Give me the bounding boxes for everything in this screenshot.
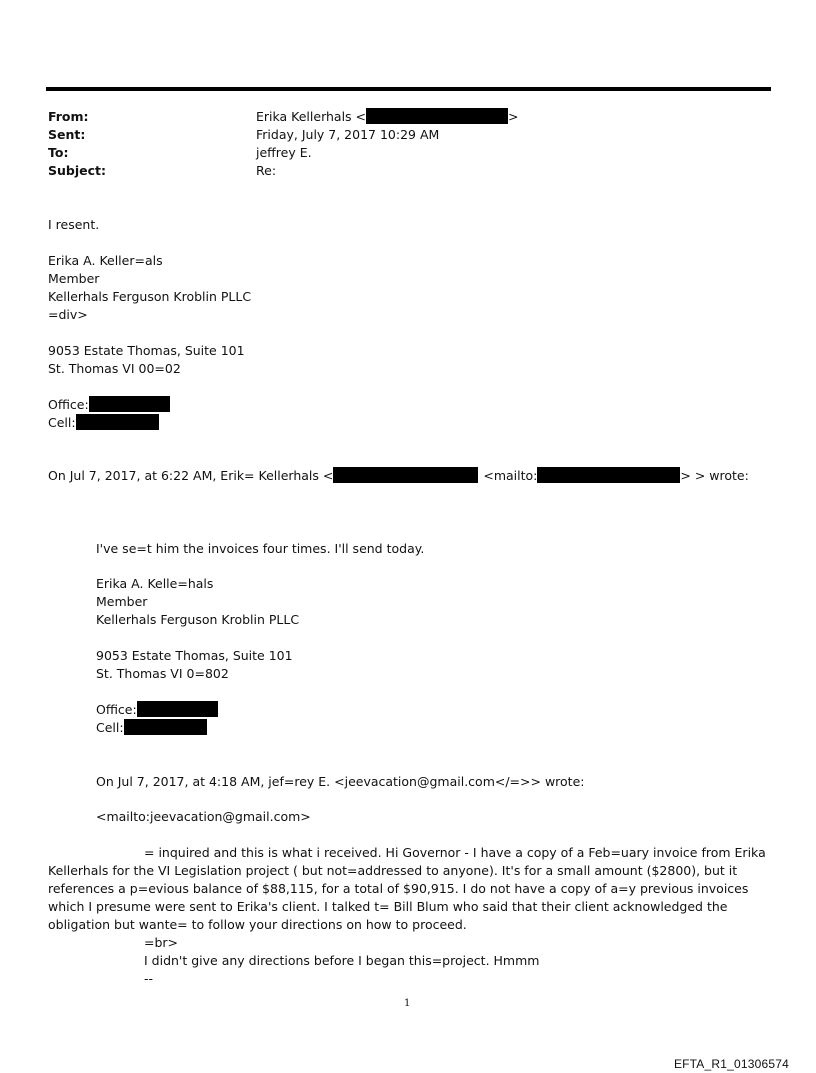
signature-name: Erika A. Keller=als [48, 253, 163, 268]
from-label: From: [48, 109, 89, 124]
document-id-footer: EFTA_R1_01306574 [673, 1057, 789, 1071]
signature-title: Member [48, 271, 100, 286]
quoted-signature-title: Member [96, 594, 148, 609]
redaction-bar [137, 701, 218, 717]
sent-label: Sent: [48, 127, 86, 142]
subject-label: Subject: [48, 163, 106, 178]
redaction-bar [333, 467, 478, 483]
signature-address-line2: St. Thomas VI 00=02 [48, 361, 181, 376]
to-label: To: [48, 145, 69, 160]
signature-firm: Kellerhals Ferguson Kroblin PLLC [48, 289, 252, 304]
subject-value: Re: [256, 163, 277, 178]
cell-label: Cell: [48, 415, 76, 430]
redaction-bar [76, 414, 159, 430]
from-value [256, 108, 518, 126]
redaction-bar [366, 108, 508, 124]
quoted-signature-firm: Kellerhals Ferguson Kroblin PLLC [96, 612, 300, 627]
quote-intro [48, 467, 749, 485]
quoted-signature-address-line1: 9053 Estate Thomas, Suite 101 [96, 648, 293, 663]
from-close: > [508, 109, 519, 124]
sent-value: Friday, July 7, 2017 10:29 AM [256, 127, 440, 142]
quote2-reply: I didn't give any directions before I began this=project. Hmmm [144, 953, 540, 968]
quote-intro-start: On Jul 7, 2017, at 6:22 AM, Erik= Kellerhals < [48, 468, 334, 483]
office-label: Office: [96, 702, 137, 717]
quote2-paragraph-rest: Kellerhals for the VI Legislation project ( but not=addressed to anyone). It's for a small amount ($2800), but it references a p=evious balance of $88,115, for a total of $90,915. I do not have a copy of a=y previous invoices which I presume were sent to Erika's client. I talked t= Bill Blum who said that their client acknowledged the obligation but wante= to follow your directions on how to proceed. [48, 863, 749, 932]
quote2-intro: On Jul 7, 2017, at 4:18 AM, jef=rey E. <jeevacation@gmail.com</=>> wrote: [96, 774, 585, 789]
header-rule [46, 87, 771, 91]
redaction-bar [537, 467, 680, 483]
quoted-signature-office [96, 701, 218, 719]
cell-label: Cell: [96, 720, 124, 735]
quoted-signature-name: Erika A. Kelle=hals [96, 576, 214, 591]
quoted-signature-cell [96, 719, 207, 737]
to-value: jeffrey E. [256, 145, 312, 160]
quote2-br-artifact: =br> [144, 935, 179, 950]
quote2-paragraph-first-line: = inquired and this is what i received. Hi Governor - I have a copy of a Feb=uary invoice from Erika [144, 845, 766, 860]
message-body: I resent. [48, 217, 100, 232]
signature-cell [48, 414, 159, 432]
redaction-bar [89, 396, 170, 412]
quote2-paragraph [48, 844, 778, 934]
page-number: 1 [404, 998, 411, 1009]
quote2-dashes: -- [144, 971, 154, 986]
quoted-message-body: I've se=t him the invoices four times. I'll send today. [96, 541, 425, 556]
quote-intro-mailto: <mailto: [483, 468, 538, 483]
signature-address-line1: 9053 Estate Thomas, Suite 101 [48, 343, 245, 358]
from-name: Erika Kellerhals < [256, 109, 366, 124]
signature-office [48, 396, 170, 414]
redaction-bar [124, 719, 207, 735]
quoted-signature-address-line2: St. Thomas VI 0=802 [96, 666, 229, 681]
quote-intro-end: > > wrote: [680, 468, 749, 483]
quote2-mailto: <mailto:jeevacation@gmail.com> [96, 809, 311, 824]
office-label: Office: [48, 397, 89, 412]
signature-div-artifact: =div> [48, 307, 88, 322]
